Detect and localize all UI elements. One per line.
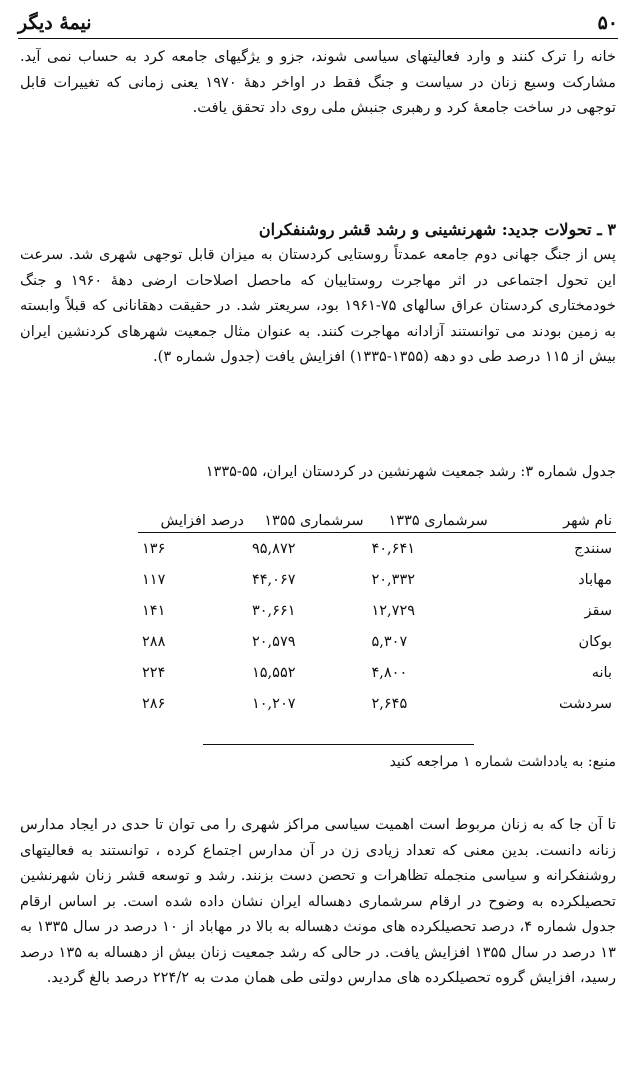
cell-census-1335: ۲,۶۴۵	[371, 695, 408, 712]
intro-section	[20, 44, 616, 121]
book-title: نیمهٔ دیگر	[18, 12, 92, 34]
table-bottom-rule	[203, 744, 474, 745]
section-heading: ۳ ـ تحولات جدید: شهرنشینی و رشد قشر روشنفکران	[258, 220, 616, 239]
cell-census-1355: ۹۵,۸۷۲	[251, 540, 296, 557]
cell-census-1335: ۵,۳۰۷	[371, 633, 408, 650]
table-caption-block	[20, 460, 616, 486]
table-caption: جدول شماره ۳: رشد جمعیت شهرنشین در کردستان ایران، ۵۵-۱۳۳۵	[205, 464, 616, 480]
population-table	[138, 513, 616, 719]
running-head	[18, 8, 618, 39]
table-row	[138, 595, 616, 626]
cell-census-1335: ۱۲,۷۲۹	[371, 602, 416, 619]
cell-percent: ۱۴۱	[142, 602, 166, 619]
table-row	[138, 533, 616, 565]
cell-census-1355: ۱۰,۲۰۷	[251, 695, 296, 712]
cell-city: سنندج	[574, 540, 612, 557]
cell-city: سقز	[584, 602, 612, 619]
cell-census-1355: ۳۰,۶۶۱	[251, 602, 296, 619]
header-census-1335: سرشماری ۱۳۳۵	[367, 513, 491, 533]
cell-census-1355: ۴۴,۰۶۷	[251, 571, 296, 588]
header-city: نام شهر	[492, 513, 616, 533]
table-row	[138, 657, 616, 688]
population-table-block	[138, 513, 616, 719]
cell-census-1335: ۴,۸۰۰	[371, 664, 408, 681]
table-source: منبع: به یادداشت شماره ۱ مراجعه کنید	[389, 754, 616, 770]
cell-city: بوکان	[578, 633, 612, 650]
header-percent-increase: درصد افزایش	[138, 513, 248, 533]
closing-paragraph: تا آن جا که به زنان مربوط است اهمیت سیاسی مراکز شهری را می توان تا حدی در ایجاد مدارس زنانه دانست. بدین معنی که تعداد زیادی زن در آن مدارس اجتماع کرده ، توانستند به فعالیتهای روشنفکرانه و سیاسی منجمله تظاهرات و تحصن دست بزنند. رشد و توسعه قشر زنان شهرنشین تحصیلکرده به وضوح در ارقام سرشماری دهساله ایران نشان داده شده است. بر اساس ارقام جدول شماره ۴، درصد تحصیلکرده های مونث دهساله به بالا در مهاباد از ۱۰ درصد در سال ۱۳۳۵ به ۱۳ درصد در سال ۱۳۵۵ افزایش یافت. در حالی که رشد جمعیت زنان بیش از دهساله به ۱۳۵ درصد رسید، افزایش گروه تحصیلکرده های مدارس دولتی طی همان مدت به ۲۲۴/۲ درصد بالغ گردید.	[20, 816, 616, 986]
cell-census-1355: ۱۵,۵۵۲	[251, 664, 296, 681]
section-urbanization	[20, 218, 616, 370]
cell-percent: ۱۳۶	[142, 540, 166, 557]
cell-census-1335: ۲۰,۳۳۲	[371, 571, 416, 588]
table-row	[138, 564, 616, 595]
cell-city: سردشت	[559, 695, 612, 712]
header-census-1355: سرشماری ۱۳۵۵	[248, 513, 368, 533]
page-number: ۵۰	[597, 12, 618, 34]
cell-census-1355: ۲۰,۵۷۹	[251, 633, 296, 650]
cell-percent: ۲۸۶	[142, 695, 166, 712]
cell-percent: ۲۸۸	[142, 633, 166, 650]
table-row	[138, 688, 616, 719]
cell-city: مهاباد	[578, 571, 612, 588]
cell-census-1335: ۴۰,۶۴۱	[371, 540, 416, 557]
table-header-row	[138, 513, 616, 533]
intro-paragraph: خانه را ترک کنند و وارد فعالیتهای سیاسی شوند، جزو و یژگیهای جامعه کرد به حساب نمی آید. مشارکت وسیع زنان در سیاست و جنگ فقط در اواخر دههٔ ۱۹۷۰ یعنی زمانی که تغییرات قابل توجهی در ساخت جامعهٔ کرد و رهبری جنبش ملی روی داد تحقق یافت.	[20, 48, 616, 116]
cell-percent: ۱۱۷	[142, 571, 166, 588]
closing-section	[20, 812, 616, 991]
cell-city: بانه	[591, 664, 612, 681]
table-row	[138, 626, 616, 657]
table-source-block	[150, 750, 616, 776]
cell-percent: ۲۲۴	[142, 664, 166, 681]
section-paragraph: پس از جنگ جهانی دوم جامعه عمدتاً روستایی کردستان به میزان قابل توجهی شهری شد. سرعت این تحول اجتماعی در اثر مهاجرت روستاییان که ماحصل اصلاحات ارضی دههٔ ۱۹۶۰ و جنگ خودمختاری کردستان عراق سالهای ۷۵-۱۹۶۱ بود، سریعتر شد. در حقیقت دهقانانی که قبلاً وابسته به زمین بودند می توانستند آزادانه مهاجرت کنند. به عنوان مثال جمعیت شهرهای کردنشین ایران بیش از ۱۱۵ درصد طی دو دهه (۱۳۵۵-۱۳۳۵) افزایش یافت (جدول شماره ۳).	[20, 246, 617, 365]
